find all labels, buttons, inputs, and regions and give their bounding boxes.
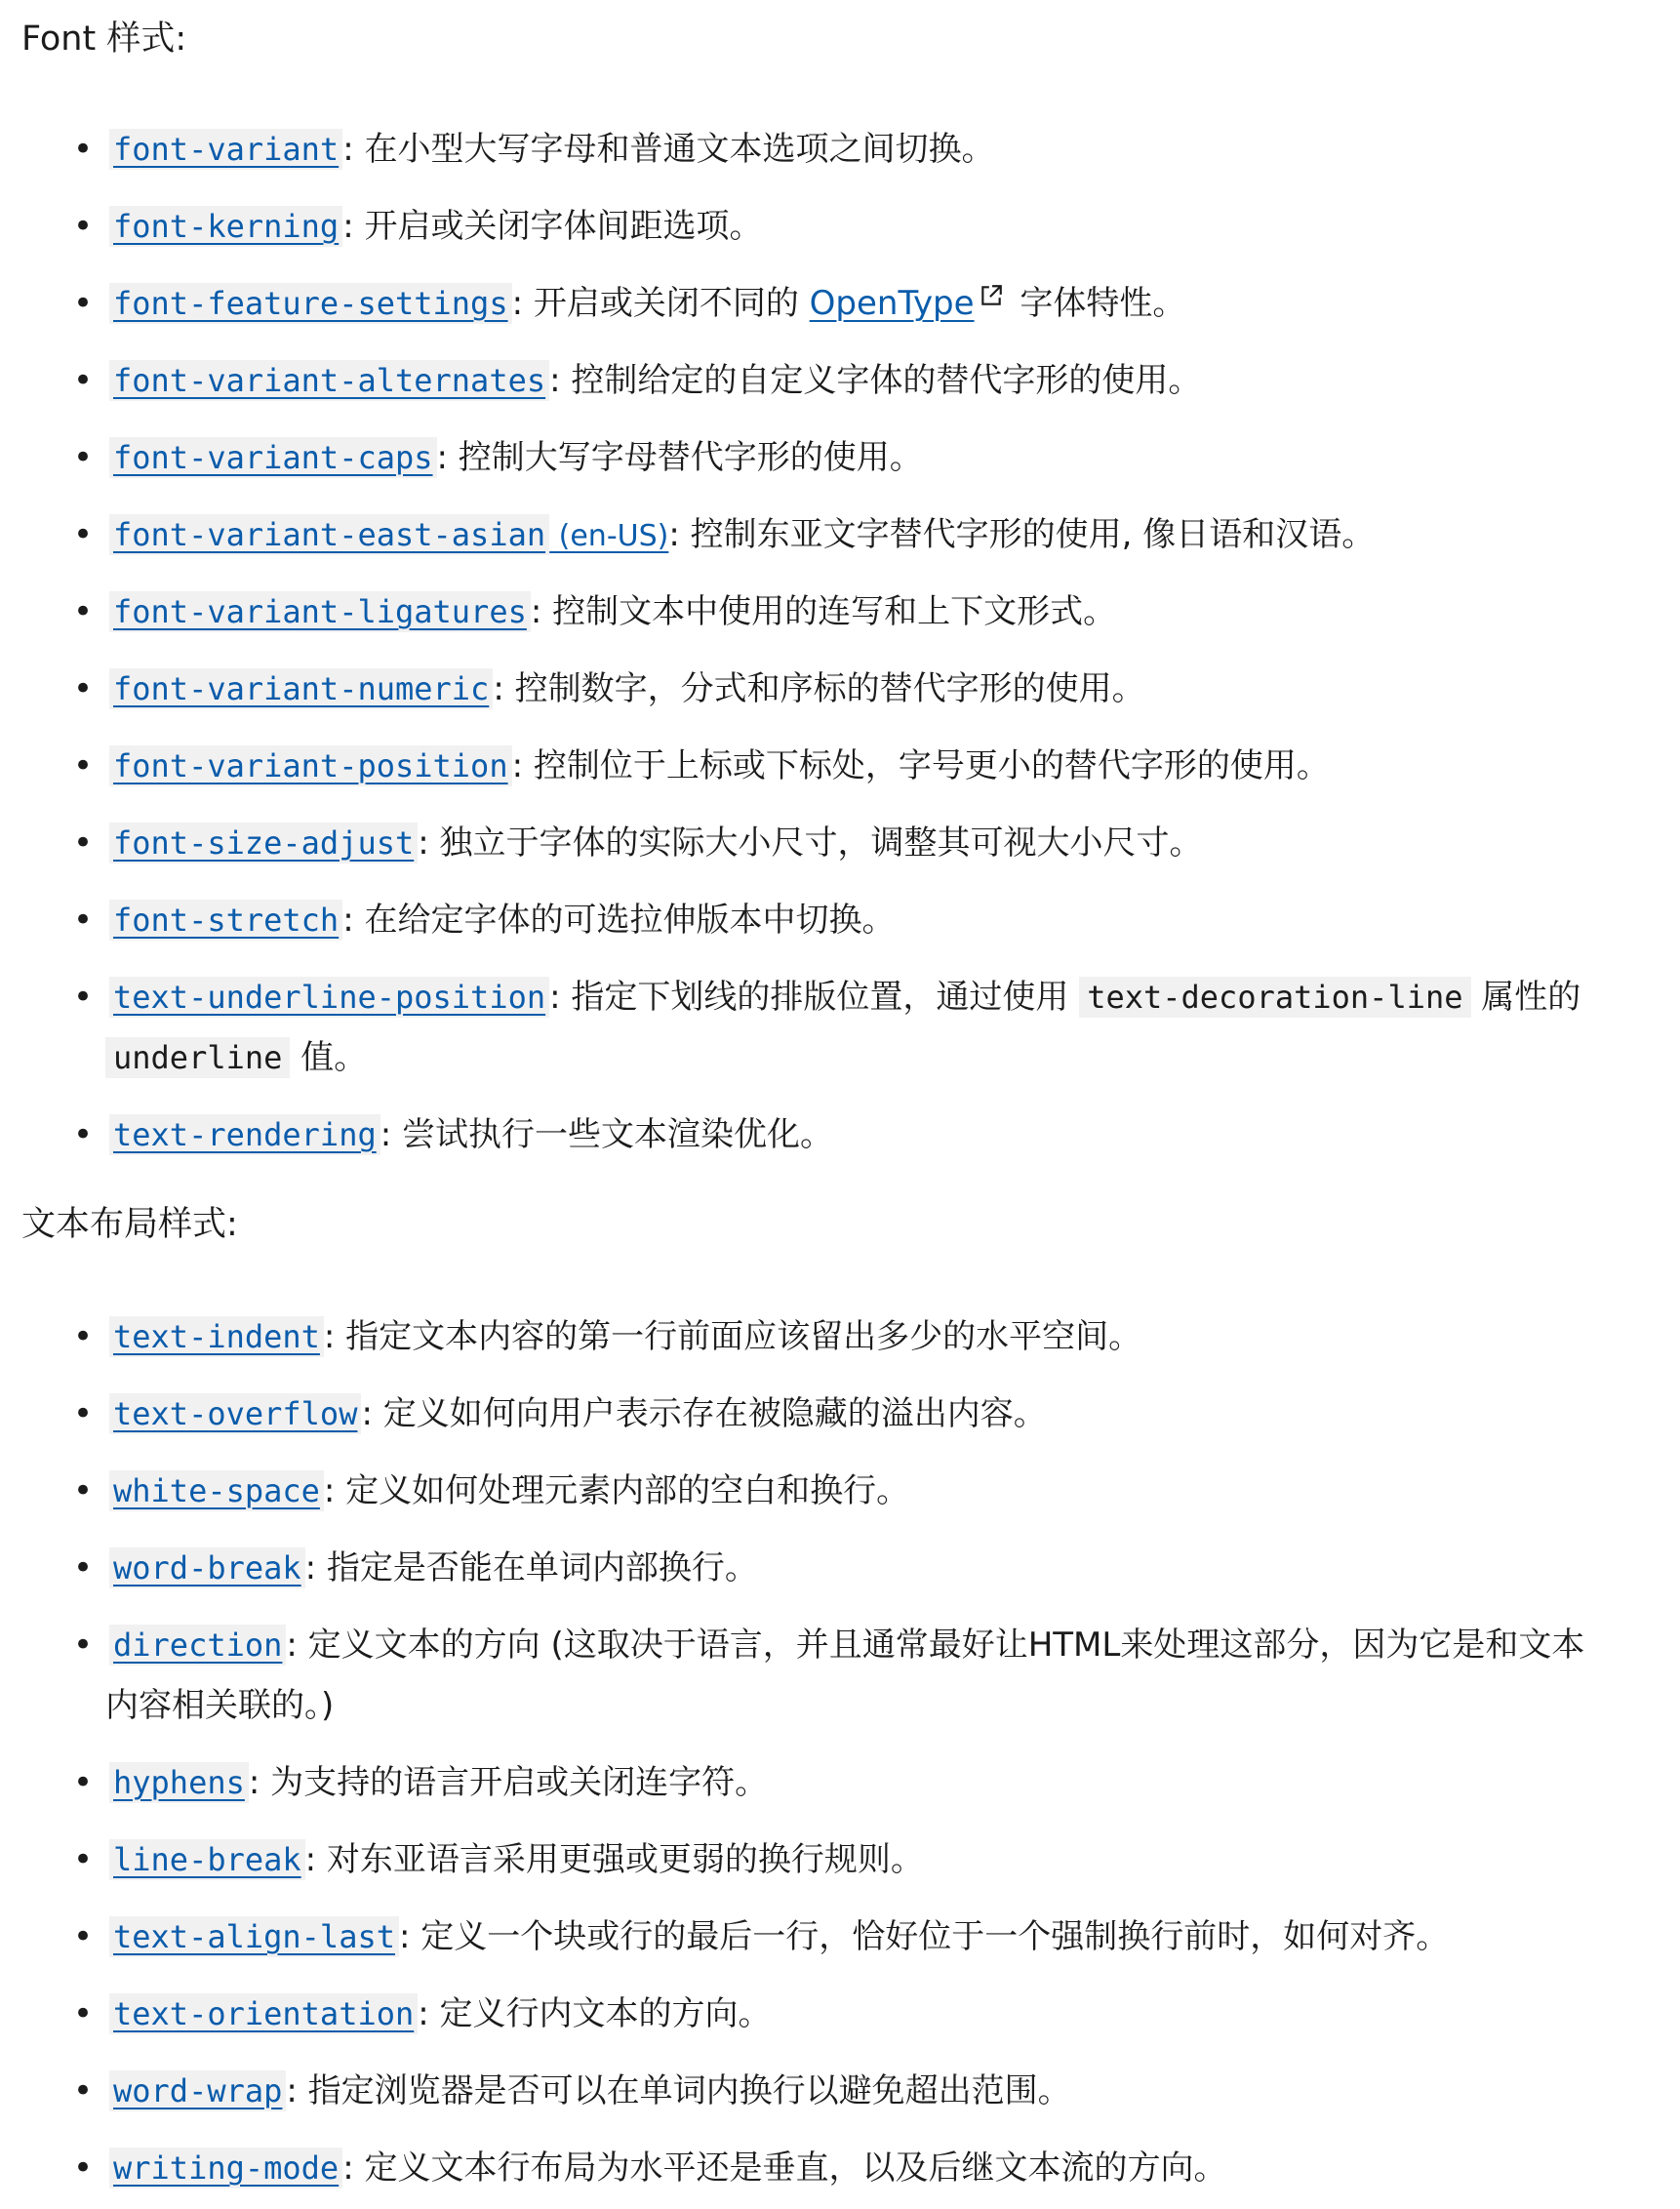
item-desc-post: 值。 xyxy=(290,1038,368,1077)
list-item xyxy=(73,1461,1600,1521)
inline-code: text-decoration-line xyxy=(1079,977,1470,1018)
list-item xyxy=(73,736,1600,796)
list-item xyxy=(73,119,1600,180)
item-desc: : 控制位于上标或下标处，字号更小的替代字形的使用。 xyxy=(511,746,1330,785)
bullet: • xyxy=(73,1115,94,1154)
bullet: • xyxy=(73,1626,94,1665)
font-variant-alternates-link[interactable]: font-variant-alternates xyxy=(109,360,549,401)
item-desc-mid: 属性的 xyxy=(1470,978,1581,1017)
item-desc: : 定义一个块或行的最后一行，恰好位于一个强制换行前时，如何对齐。 xyxy=(398,1917,1450,1956)
font-size-adjust-link[interactable]: font-size-adjust xyxy=(109,823,418,864)
list-item xyxy=(73,427,1600,488)
font-variant-numeric-link[interactable]: font-variant-numeric xyxy=(109,668,493,709)
direction-link[interactable]: direction xyxy=(109,1625,286,1666)
opentype-link[interactable]: OpenType xyxy=(809,284,975,323)
text-overflow-link[interactable]: text-overflow xyxy=(109,1393,361,1434)
bullet: • xyxy=(73,207,94,246)
bullet: • xyxy=(73,669,94,708)
list-item xyxy=(73,967,1600,1027)
writing-mode-link[interactable]: writing-mode xyxy=(109,2148,342,2189)
en-us-link[interactable]: (en-US) xyxy=(549,519,669,553)
text-align-last-link[interactable]: text-align-last xyxy=(109,1916,399,1957)
item-desc: : 指定是否能在单词内部换行。 xyxy=(304,1548,758,1587)
hyphens-link[interactable]: hyphens xyxy=(109,1762,249,1803)
white-space-link[interactable]: white-space xyxy=(109,1470,324,1511)
list-item xyxy=(73,1384,1600,1444)
bullet: • xyxy=(73,592,94,631)
list-item xyxy=(73,1829,1600,1890)
external-link-icon xyxy=(979,283,1004,308)
item-desc: : 在小型大写字母和普通文本选项之间切换。 xyxy=(342,130,995,169)
word-break-link[interactable]: word-break xyxy=(109,1547,305,1588)
item-desc: : 控制东亚文字替代字形的使用, 像日语和汉语。 xyxy=(668,515,1376,554)
item-desc: : 尝试执行一些文本渲染优化。 xyxy=(380,1115,833,1154)
item-desc: : 为支持的语言开启或关闭连字符。 xyxy=(248,1763,769,1802)
font-variant-link[interactable]: font-variant xyxy=(109,129,342,170)
font-stretch-link[interactable]: font-stretch xyxy=(109,900,342,941)
item-desc: : 控制数字，分式和序标的替代字形的使用。 xyxy=(493,669,1145,708)
list-item-continuation xyxy=(78,1675,1600,1736)
bullet: • xyxy=(73,746,94,785)
text-indent-link[interactable]: text-indent xyxy=(109,1316,324,1357)
item-desc: : 控制给定的自定义字体的替代字形的使用。 xyxy=(549,361,1202,400)
list-item xyxy=(73,890,1600,950)
item-desc: : 对东亚语言采用更强或更弱的换行规则。 xyxy=(304,1840,924,1879)
item-desc-line2: 内容相关联的。) xyxy=(105,1686,335,1725)
font-feature-settings-link[interactable]: font-feature-settings xyxy=(109,283,512,324)
item-desc: : 控制文本中使用的连写和上下文形式。 xyxy=(530,592,1117,631)
font-section-title: Font 样式: xyxy=(21,20,187,59)
item-desc: : 指定浏览器是否可以在单词内换行以避免超出范围。 xyxy=(286,2071,1071,2110)
list-item xyxy=(73,350,1600,411)
item-desc: : 定义行内文本的方向。 xyxy=(418,1994,772,2033)
item-desc-post: 字体特性。 xyxy=(1009,284,1186,323)
item-desc: : 开启或关闭字体间距选项。 xyxy=(342,207,763,246)
item-desc: : 在给定字体的可选拉伸版本中切换。 xyxy=(342,901,896,940)
list-item xyxy=(73,813,1600,873)
list-item xyxy=(73,2061,1600,2121)
bullet: • xyxy=(73,823,94,863)
font-variant-caps-link[interactable]: font-variant-caps xyxy=(109,437,437,478)
item-desc: : 指定下划线的排版位置，通过使用 xyxy=(549,978,1080,1017)
text-rendering-link[interactable]: text-rendering xyxy=(109,1114,380,1155)
bullet: • xyxy=(73,361,94,400)
item-desc: : 控制大写字母替代字形的使用。 xyxy=(436,438,923,477)
list-item xyxy=(73,196,1600,257)
list-item-continuation xyxy=(78,1027,1600,1088)
bullet: • xyxy=(73,901,94,940)
layout-section-title: 文本布局样式: xyxy=(21,1205,238,1244)
item-desc: : 定义如何处理元素内部的空白和换行。 xyxy=(323,1471,910,1510)
bullet: • xyxy=(73,978,94,1017)
bullet: • xyxy=(73,2071,94,2110)
bullet: • xyxy=(73,1994,94,2033)
font-variant-ligatures-link[interactable]: font-variant-ligatures xyxy=(109,591,531,632)
inline-code: underline xyxy=(105,1037,290,1078)
bullet: • xyxy=(73,438,94,477)
word-wrap-link[interactable]: word-wrap xyxy=(109,2070,286,2111)
list-item xyxy=(73,1984,1600,2044)
list-item xyxy=(73,2138,1600,2198)
bullet: • xyxy=(73,1471,94,1510)
bullet: • xyxy=(73,1394,94,1433)
line-break-link[interactable]: line-break xyxy=(109,1839,305,1880)
bullet: • xyxy=(73,515,94,554)
bullet: • xyxy=(73,1317,94,1356)
item-desc: : 定义文本行布局为水平还是垂直，以及后继文本流的方向。 xyxy=(342,2149,1227,2188)
item-desc: : 开启或关闭不同的 xyxy=(511,284,810,323)
bullet: • xyxy=(73,1548,94,1587)
bullet: • xyxy=(73,2149,94,2188)
item-desc: : 定义如何向用户表示存在被隐藏的溢出内容。 xyxy=(361,1394,1047,1433)
list-item xyxy=(73,1104,1600,1165)
bullet: • xyxy=(73,130,94,169)
list-item xyxy=(73,504,1600,567)
list-item xyxy=(73,582,1600,642)
bullet: • xyxy=(73,1840,94,1879)
text-underline-position-link[interactable]: text-underline-position xyxy=(109,977,549,1018)
bullet: • xyxy=(73,284,94,323)
bullet: • xyxy=(73,1917,94,1956)
list-item xyxy=(73,1752,1600,1813)
text-orientation-link[interactable]: text-orientation xyxy=(109,1993,418,2034)
list-item xyxy=(73,1615,1600,1675)
list-item xyxy=(73,273,1600,334)
list-item xyxy=(73,1907,1600,1967)
item-desc: : 独立于字体的实际大小尺寸，调整其可视大小尺寸。 xyxy=(418,823,1203,863)
font-variant-position-link[interactable]: font-variant-position xyxy=(109,745,512,786)
item-desc: : 定义文本的方向 (这取决于语言，并且通常最好让HTML来处理这部分，因为它是和文本 xyxy=(286,1626,1585,1665)
list-item xyxy=(73,1306,1600,1367)
font-kerning-link[interactable]: font-kerning xyxy=(109,206,342,247)
list-item xyxy=(73,1538,1600,1598)
list-item xyxy=(73,659,1600,719)
item-desc: : 指定文本内容的第一行前面应该留出多少的水平空间。 xyxy=(323,1317,1142,1356)
font-variant-east-asian-link[interactable]: font-variant-east-asian xyxy=(109,514,549,555)
bullet: • xyxy=(73,1763,94,1802)
